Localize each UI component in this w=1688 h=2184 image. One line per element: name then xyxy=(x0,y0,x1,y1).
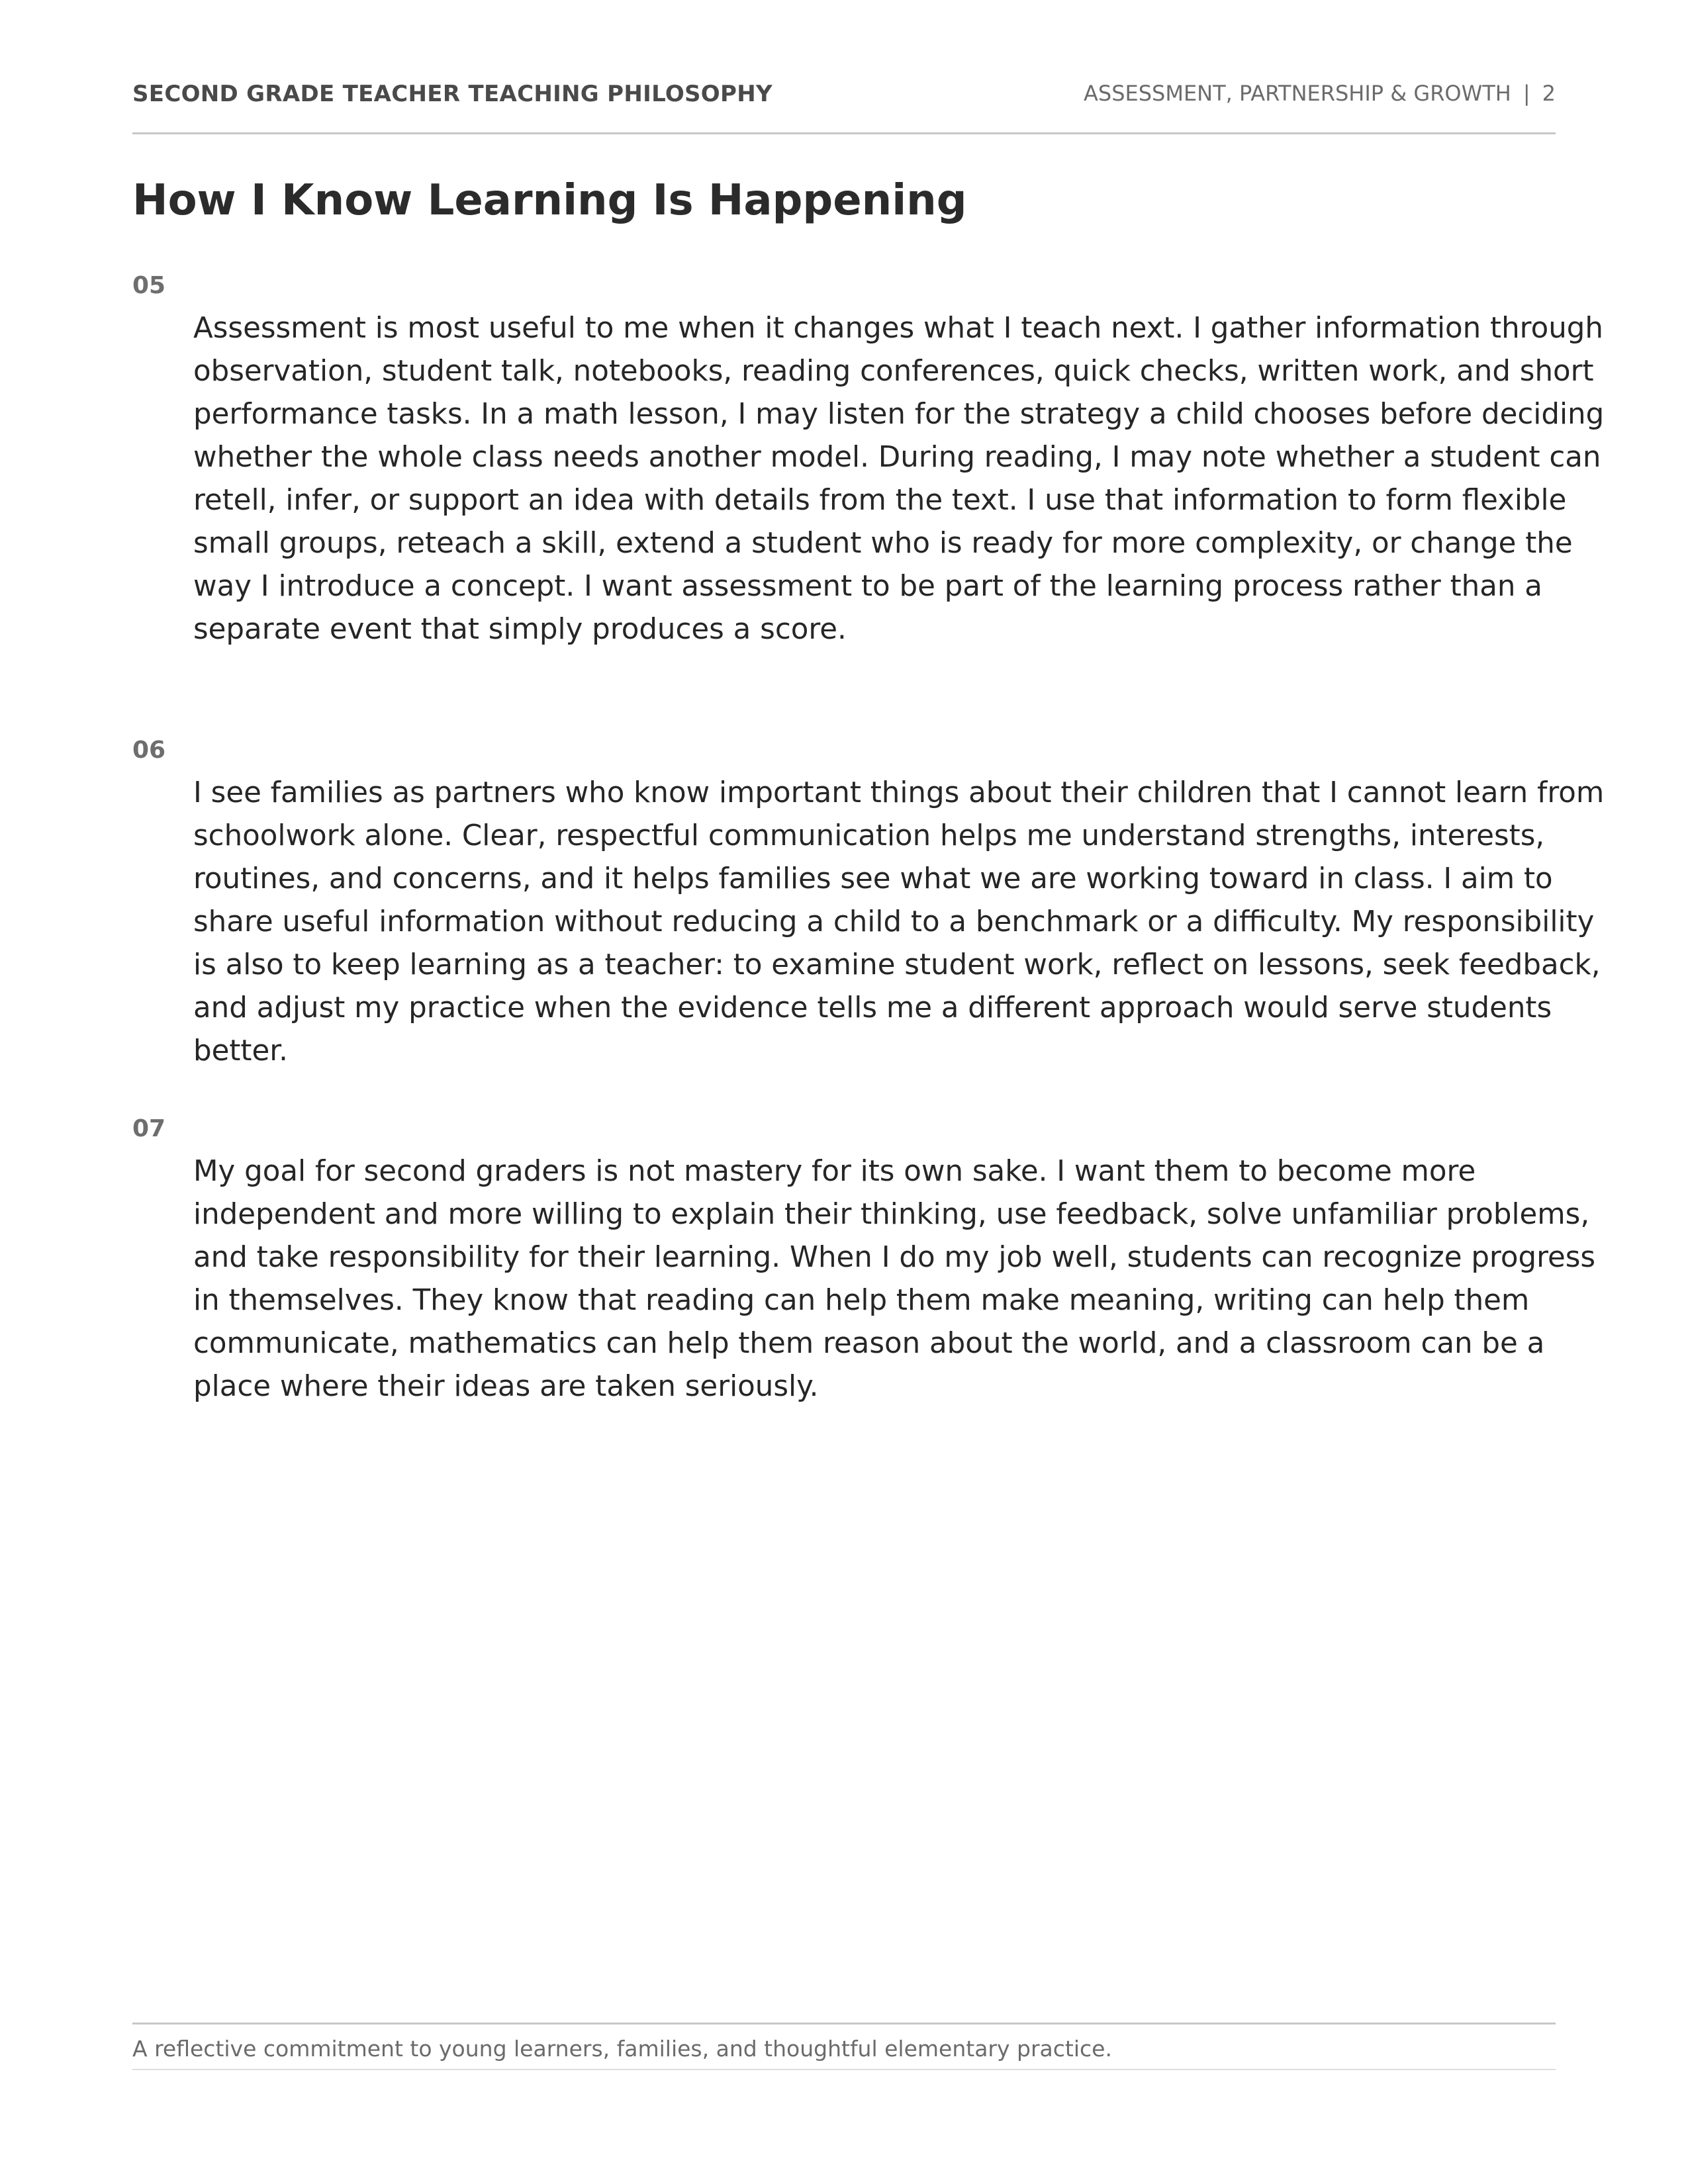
section-paragraph: Assessment is most useful to me when it changes what I teach next. I gather information through observation, student talk, notebooks, reading conferences, quick checks, written work, and short performance tasks. In a math lesson, I may listen for the strategy a child chooses before deciding whether the whole class needs another model. During reading, I may note whether a student can retell, infer, or support an idea with details from the text. I use that information to form flexible small groups, reteach a skill, extend a student who is ready for more complexity, or change the way I introduce a concept. I want assessment to be part of the learning process rather than a separate event that simply produces a score. xyxy=(193,312,1605,646)
page-header xyxy=(132,78,1556,134)
section-label: ASSESSMENT, PARTNERSHIP & GROWTH xyxy=(1083,81,1511,106)
header-section-info xyxy=(1084,81,1556,106)
philosophy-section xyxy=(132,1113,1609,1408)
footer-tagline: A reflective commitment to young learners, families, and thoughtful elementary practice. xyxy=(132,2036,1112,2062)
footer-divider-top xyxy=(132,2023,1556,2025)
header-separator: | xyxy=(1523,81,1530,106)
section-paragraph: I see families as partners who know important things about their children that I cannot learn from schoolwork alone. Clear, respectful communication helps me understand strengths, interests, routines, and concerns, and it helps families see what we are working toward in class. I aim to share useful information without reducing a child to a benchmark or a difficulty. My responsibility is also to keep learning as a teacher: to examine student work, reflect on lessons, seek feedback, and adjust my practice when the evidence tells me a different approach would serve students better. xyxy=(193,776,1605,1068)
footer-divider-bottom xyxy=(132,2069,1556,2070)
philosophy-section xyxy=(132,270,1609,651)
page-heading: How I Know Learning Is Happening xyxy=(132,176,967,225)
section-number: 05 xyxy=(132,272,166,299)
section-paragraph: My goal for second graders is not mastery for its own sake. I want them to become more independent and more willing to explain their thinking, use feedback, solve unfamiliar problems, and take responsibility for their learning. When I do my job well, students can recognize progress in themselves. They know that reading can help them make meaning, writing can help them communicate, mathematics can help them reason about the world, and a classroom can be a place where their ideas are taken seriously. xyxy=(193,1155,1596,1403)
section-number: 07 xyxy=(132,1115,166,1142)
section-number: 06 xyxy=(132,737,166,764)
document-title: SECOND GRADE TEACHER TEACHING PHILOSOPHY xyxy=(132,81,773,107)
page-number: 2 xyxy=(1542,81,1556,106)
philosophy-section xyxy=(132,735,1609,1073)
